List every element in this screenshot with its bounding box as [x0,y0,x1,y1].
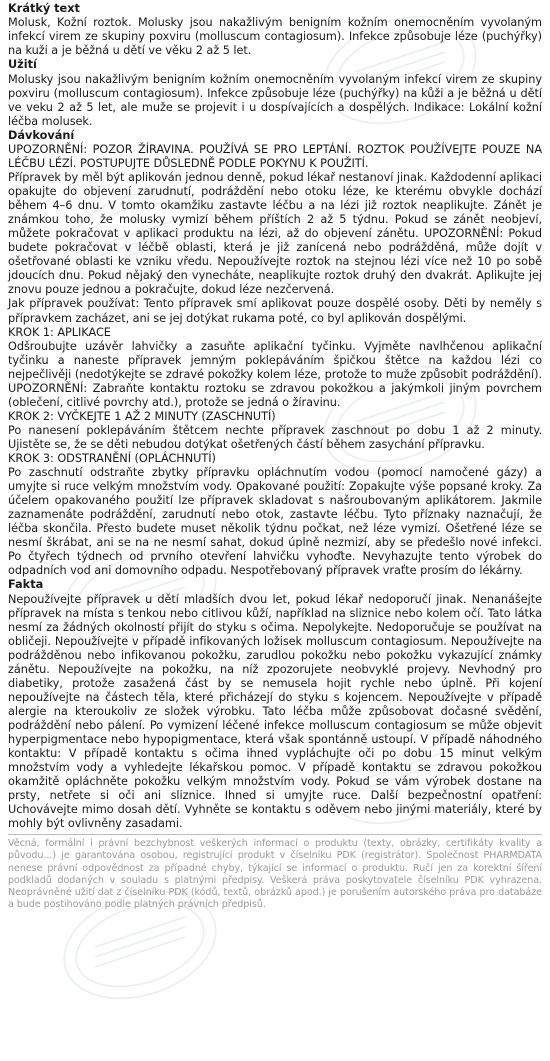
section-2 [8,129,542,579]
section-paragraph: Odšroubujte uzávěr lahvičky a zasuňte aplikační tyčinku. Vyjměte navlhčenou aplikační tyčinku a naneste přípravek jemným poklepáváním špičkou štětce na každou lézi co nejpečlivěji (nedotýkejte se zdravé pokožky kolem léze, protože to muže způsobit podráždění). UPOZORNĚNÍ: Zabraňte kontaktu roztoku se zdravou pokožkou a jakýmkoli jiným povrchem (oblečení, citlivé povrchy atd.), protože se jedná o žíravinu. [8,339,542,409]
section-heading: Dávkování [8,128,75,142]
section-paragraph: Molusk, Kožní roztok. Molusky jsou nakažlivým benigním kožním onemocněním vyvolaným infekcí virem ze skupiny poxviru (molluscum contagiosum). Infekce způsobuje léze (puchýřky) na kuži a je běžná u dětí ve věku 2 až 5 let. [8,16,542,58]
section-1 [8,58,542,128]
section-0 [8,2,542,58]
section-heading: Krátký text [8,2,80,15]
section-paragraph: KROK 3: ODSTRANĚNÍ (OPLÁCHNUTÍ) [8,451,216,465]
section-paragraph: UPOZORNĚNÍ: POZOR ŽÍRAVINA. POUŽÍVÁ SE PRO LEPTÁNÍ. ROZTOK POUŽÍVEJTE POUZE NA LÉČBU LÉZÍ. POSTUPUJTE DŮSLEDNĚ PODLE POKYNU K POUŽITÍ. [8,142,542,170]
section-paragraph: KROK 2: VYČKEJTE 1 AŽ 2 MINUTY (ZASCHNUTÍ) [8,409,276,423]
section-heading: Fakta [8,578,44,592]
section-3 [8,578,542,831]
section-paragraph: Jak přípravek používat: Tento přípravek smí aplikovat pouze dospělé osoby. Děti by neměly s přípravkem zacházet, ani se jej dotýkat rukama poté, co byl aplikován dospělými. [8,297,542,325]
legal-footer [8,834,542,911]
section-heading: Užití [8,58,37,72]
section-paragraph: Po nanesení poklepáváním štětcem nechte přípravek zaschnout po dobu 1 až 2 minuty. Ujistěte se, že se děti nebudou dotýkat ošetřených částí během zasychání přípravku. [8,423,542,451]
section-paragraph: Přípravek by měl být aplikován jednou denně, pokud lékař nestanoví jinak. Každodenní aplikaci opakujte do objevení zarudnutí, podráždění nebo otoku léze, ke kterému obvykle dochází během 4–6 dnu. V tomto okamžiku zastavte léčbu a na lézi již roztok neaplikujte. Zánět je známkou toho, že molusky vymizí během příštích 2 až 5 týdnu. Pokud se zánět neobjeví, můžete pokračovat v aplikaci produktu na lézi, až do objevení zánětu. UPOZORNĚNÍ: Pokud budete pokračovat v léčbě oblasti, která je již zanícená nebo podrážděná, může dojít v ošetřované oblasti ke vzniku vředu. Nepoužívejte roztok na stejnou lézi více než 10 po sobě jdoucích dnu. Pokud nějaký den vynecháte, neaplikujte roztok druhý den dvakrát. Aplikujte jej znovu pouze jednou a pokračujte, dokud léze nezčervená. [8,171,542,297]
section-paragraph: KROK 1: APLIKACE [8,325,111,339]
section-paragraph: Nepoužívejte přípravek u dětí mladších dvou let, pokud lékař nedoporučí jinak. Nenanášejte přípravek na místa s tenkou nebo citlivou kůží, například na sliznice nebo kolem očí. Tato látka nesmí za žádných okolností přijít do styku s očima. Nepolykejte. Nedoporučuje se používat na obličeji. Nepoužívejte v případě infikovaných ložisek molluscum contagiosum. Nepoužívejte na podrážděnou nebo infikovanou pokožku, zarudlou pokožku nebo pokožku vykazující známky zánětu. Nepoužívejte na pokožku, na níž zpozorujete neobvyklé projevy. Nevhodný pro diabetiky, protože zasažená část by se nemusela hojit rychle nebo úplně. Při kojení nepoužívejte na částech těla, které přicházejí do styku s kojencem. Nepoužívejte v případě alergie na kteroukoliv ze složek výrobku. Tato léčba může způsobovat dočasné svědění, podráždění nebo pálení. Po vymizení léčené infekce molluscum contagiosum se může objevit hyperpigmentace nebo hypopigmentace, která však spontánně ustoupí. V případě náhodného kontaktu: V případě kontaktu s očima ihned vypláchujte oči po dobu 15 minut velkým množstvím vody a vyhledejte lékařskou pomoc. V případě kontaktu se zdravou pokožkou okamžitě opláchněte pokožku velkým množstvím vody. Pokud se vám výrobek dostane na prsty, netřete si oči ani sliznice. Ihned si umyjte ruce. Další bezpečnostní opatření: Uchovávejte mimo dosah dětí. Vyhněte se kontaktu s oděvem nebo jinými materiály, které by mohly být ovlivněny zasadami. [8,592,542,831]
section-paragraph: Po zaschnutí odstraňte zbytky přípravku opláchnutím vodou (pomocí namočené gázy) a umyjte si ruce velkým množstvím vody. Opakované použití: Zopakujte výše popsané kroky. Za účelem opakovaného použití lze přípravek skladovat s našroubovaným aplikátorem. Jakmile zaznamenáte podráždění, zarudnutí nebo otok, zastavte léčbu. Tyto příznaky naznačují, že léčba skončila. Přesto budete muset několik týdnu počkat, než léze vymizí. Ošetřené léze se nesmí škrábat, ani se na ne nesmí sahat, dokud úplně nezmizí, aby se předešlo nové infekci. Po čtyřech týdnech od prvního otevření lahvičku vyhoďte. Nevyhazujte tento výrobek do odpadních vod ani domovního odpadu. Nespotřebovaný přípravek vraťte prosím do lékárny. [8,466,542,578]
legal-disclaimer: Věcná, formální i právní bezchybnost veškerých informací o produktu (texty, obrázky, certifikáty kvality a původu...) je garantována osobou, registrující produkt v číselníku PDK (registrátor). Společnost PHARMDATA nenese právní odpovědnost za případné chyby, týkající se informací o produktu. Ručí jen za korektní šíření podkladů dodaných v souladu s platnými předpisy. Veškerá práva poskytovatele číselníku PDK vyhrazena. Neoprávněné užití dat z číselníku PDK (kódů, textů, obrázků apod.) je porušením autorského práva pro databáze a bude postihováno podle platných právních předpisů. [8,838,542,910]
section-paragraph: Molusky jsou nakažlivým benigním kožním onemocněním vyvolaným infekcí virem ze skupiny poxviru (molluscum contagiosum). Infekce způsobuje léze (puchýřky) na kůži a je běžná u dětí ve veku 2 až 5 let, ale muže se projevit i u dospívajících a dospělých. Indikace: Lokální kožní léčba molusek. [8,72,542,128]
